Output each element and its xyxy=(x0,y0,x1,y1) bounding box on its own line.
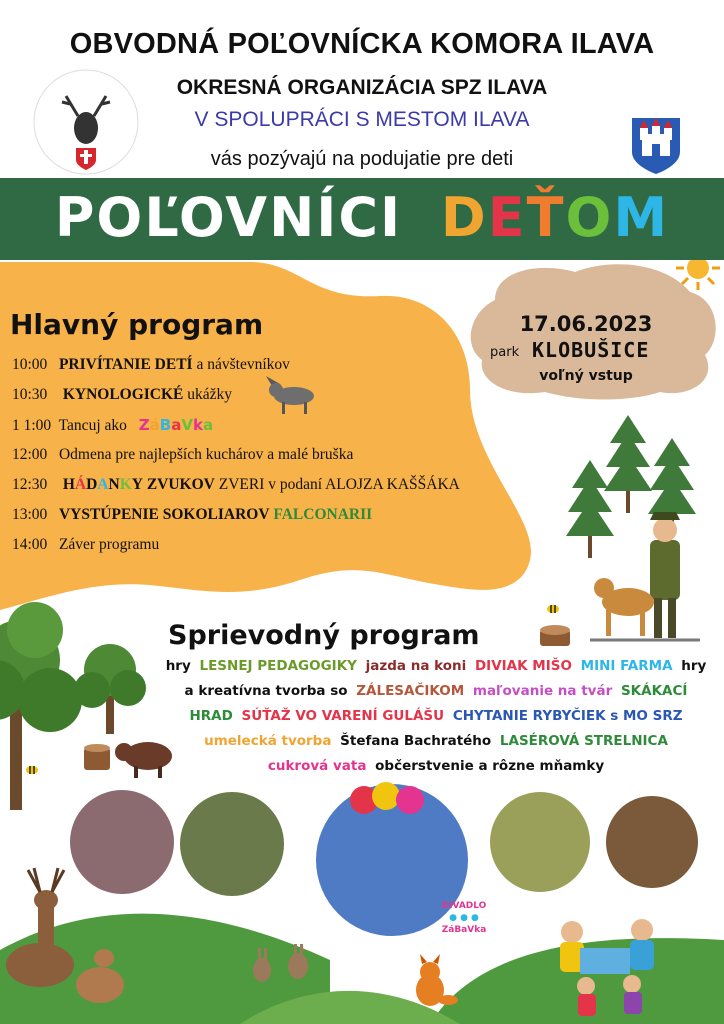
side-program-item: občerstvenie a rôzne mňamky xyxy=(375,758,605,774)
side-program-heading: Sprievodný program xyxy=(168,620,480,651)
side-program-item: MINI FARMA xyxy=(580,658,673,674)
falconarii-text: FALCONARII xyxy=(273,506,373,523)
program-bold: KYNOLOGICKÉ xyxy=(62,386,184,403)
badge-line-1: DIVADLO xyxy=(441,901,487,911)
hadanky-letter: A xyxy=(97,476,109,493)
photo-children-crafts xyxy=(70,790,174,894)
side-program-item: SKÁKACÍ xyxy=(620,683,688,699)
program-time: 12:00 xyxy=(12,446,48,463)
program-time: 14:00 xyxy=(12,536,48,553)
program-bold: ZVUKOV xyxy=(146,476,215,493)
zabavka-letter: a xyxy=(171,416,182,434)
side-program-item: CHYTANIE RYBYČIEK s MO SRZ xyxy=(452,708,683,724)
deciduous-trees-icon xyxy=(0,602,146,810)
program-text: Odmena pre najlepších kuchárov a malé bruška xyxy=(58,446,354,463)
zabavka-letter: B xyxy=(159,416,172,434)
zabavka-letter: Z xyxy=(138,416,150,434)
divadlo-zabavka-badge xyxy=(436,900,492,936)
side-program-item: cukrová vata xyxy=(267,758,367,774)
program-row-3 xyxy=(12,416,213,435)
program-row-6 xyxy=(12,506,372,524)
title-letter: M xyxy=(613,186,670,249)
hadanky-word xyxy=(63,476,143,493)
side-program-item: hry xyxy=(681,658,707,674)
zabavka-letter: a xyxy=(202,416,214,434)
program-time: 1 1:00 xyxy=(12,417,52,434)
program-time: 10:00 xyxy=(12,356,48,373)
title-letter: E xyxy=(487,186,527,249)
photo-forest-people xyxy=(180,792,284,896)
photo-wild-boar xyxy=(606,796,698,888)
program-time: 10:30 xyxy=(12,386,48,403)
side-program-line xyxy=(150,679,722,704)
program-time: 12:30 xyxy=(12,476,48,493)
hadanky-letter: N xyxy=(108,476,120,493)
program-row-1 xyxy=(12,356,290,374)
side-program-item: hry xyxy=(165,658,191,674)
tree-stump-icon-left xyxy=(84,744,110,770)
header-line-2: OKRESNÁ ORGANIZÁCIA SPZ ILAVA xyxy=(176,76,548,99)
side-program-item: a kreatívna tvorba so xyxy=(184,683,348,699)
balloons-icon xyxy=(350,782,424,814)
side-program-item: HRAD xyxy=(189,708,233,724)
fox-icon xyxy=(416,954,458,1006)
main-program-heading: Hlavný program xyxy=(10,308,264,341)
event-title-part1: POĽOVNÍCI xyxy=(54,186,403,249)
badge-dots: ● ● ● xyxy=(449,913,479,923)
title-letter: D xyxy=(440,186,488,249)
zabavka-letter: k xyxy=(192,416,203,434)
program-text: Tancuj ako xyxy=(58,417,131,434)
title-letter: O xyxy=(565,186,614,249)
title-letter: Ť xyxy=(526,186,566,249)
side-program-line xyxy=(150,704,722,729)
pine-trees-icon xyxy=(566,415,696,558)
hadanky-letter: D xyxy=(86,476,98,493)
program-rest: a návštevníkov xyxy=(192,356,290,373)
program-row-2 xyxy=(12,386,232,404)
side-program-item: DIVIAK MIŠO xyxy=(474,658,572,674)
program-rest: ZVERI v podaní ALOJZA KAŠŠÁKA xyxy=(214,476,460,493)
event-date: 17.06.2023 xyxy=(519,312,653,336)
photo-dog xyxy=(490,792,590,892)
side-program-line xyxy=(150,654,722,679)
side-program-item: LASÉROVÁ STRELNICA xyxy=(499,733,668,749)
program-time: 13:00 xyxy=(12,506,48,523)
bee-icon-left xyxy=(26,766,38,774)
side-program-item: SÚŤAŽ VO VARENÍ GULÁŠU xyxy=(241,708,445,724)
side-program-item: maľovanie na tvár xyxy=(472,683,613,699)
hadanky-letter: H xyxy=(62,476,75,493)
side-program-item: ZÁLESAČIKOM xyxy=(356,683,465,699)
side-program-line xyxy=(150,729,722,754)
header-line-1: OBVODNÁ POĽOVNÍCKA KOMORA ILAVA xyxy=(69,28,655,60)
hadanky-letter: K xyxy=(119,476,132,493)
side-program-item: umelecká tvorba xyxy=(204,733,332,749)
zabavka-word xyxy=(139,416,213,434)
hadanky-letter: Y xyxy=(131,476,143,493)
side-program-item: Štefana Bachratého xyxy=(340,733,492,749)
badge-line-2: ZáBaVka xyxy=(441,925,487,935)
event-title-part2 xyxy=(441,186,669,249)
program-text: Záver programu xyxy=(58,536,160,553)
program-row-4 xyxy=(12,446,353,464)
side-program-item: jazda na koni xyxy=(365,658,467,674)
header-line-3: V SPOLUPRÁCI S MESTOM ILAVA xyxy=(194,108,530,131)
program-rest: ukážky xyxy=(183,386,233,403)
program-bold: VYSTÚPENIE SOKOLIAROV xyxy=(58,506,270,523)
event-title xyxy=(0,186,724,249)
program-row-7 xyxy=(12,536,159,554)
program-row-5 xyxy=(12,476,460,494)
hadanky-letter: Á xyxy=(74,476,87,493)
side-program-line xyxy=(150,754,722,779)
side-program-list xyxy=(150,654,722,779)
tree-stump-icon xyxy=(540,625,570,646)
side-program-item: LESNEJ PEDAGOGIKY xyxy=(199,658,357,674)
program-bold: PRIVÍTANIE DETÍ xyxy=(58,356,193,373)
zabavka-letter: V xyxy=(181,416,193,434)
event-place-prefix: park xyxy=(490,345,520,360)
bee-icon xyxy=(547,605,559,613)
event-entry: voľný vstup xyxy=(539,368,633,384)
event-place: KLOBUŠICE xyxy=(532,338,650,362)
header-line-4: vás pozývajú na podujatie pre deti xyxy=(210,148,514,170)
zabavka-letter: á xyxy=(149,416,160,434)
